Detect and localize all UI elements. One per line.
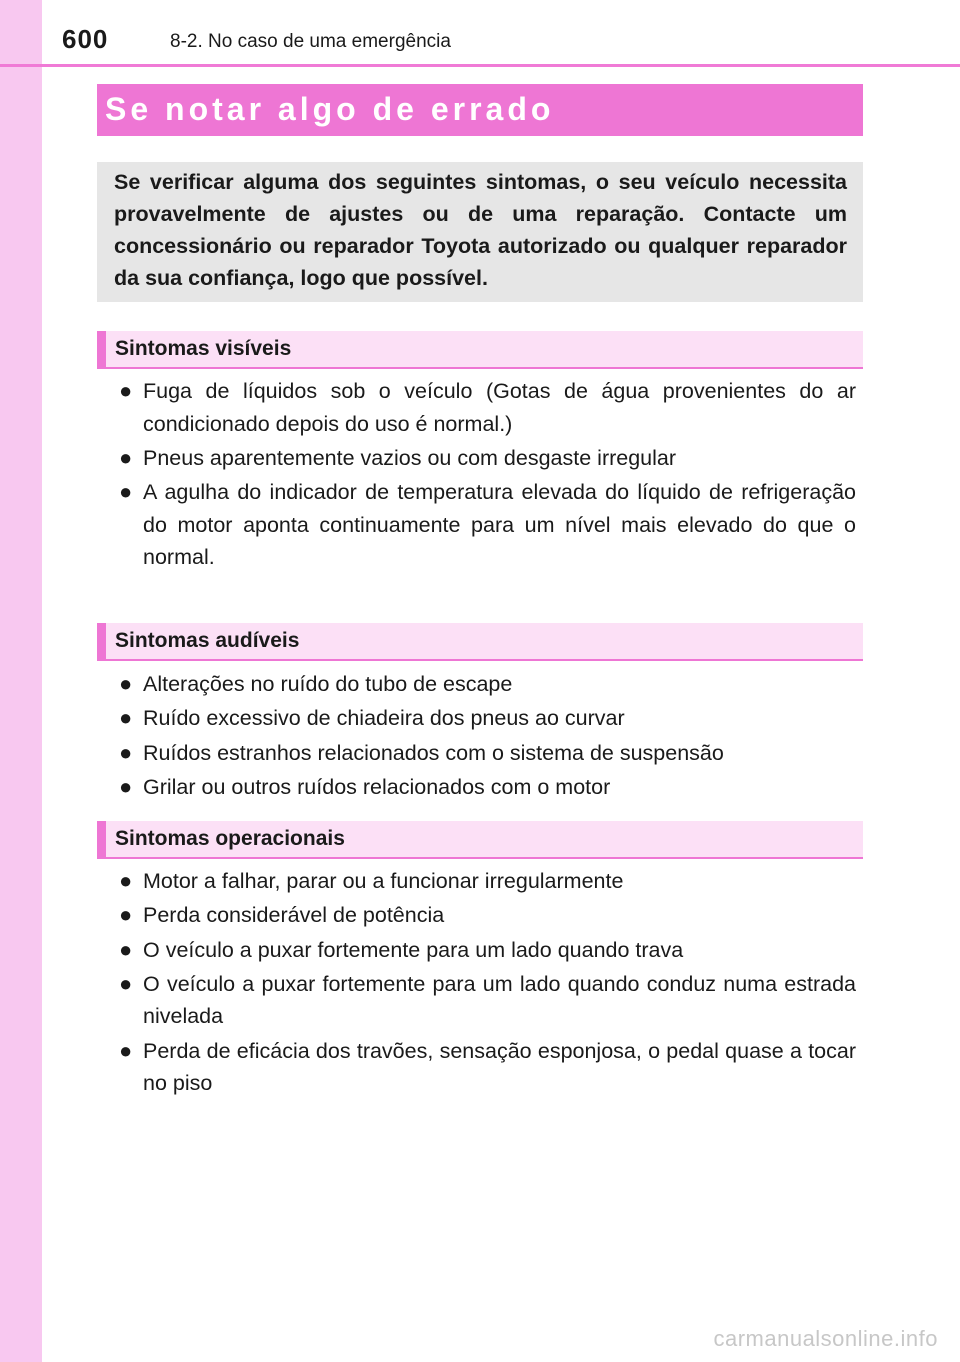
left-margin-strip <box>0 0 42 1362</box>
subheader-label: Sintomas operacionais <box>115 827 345 850</box>
subheader-label: Sintomas visíveis <box>115 337 292 360</box>
bullet-icon: ● <box>119 773 133 799</box>
list-item: ● Motor a falhar, parar ou a funcionar irregularmente <box>123 865 856 898</box>
subheader-label: Sintomas audíveis <box>115 629 300 652</box>
bullet-icon: ● <box>119 705 133 731</box>
bullet-icon: ● <box>119 479 133 505</box>
operational-symptoms-list <box>119 865 856 1101</box>
audible-symptoms-list <box>119 668 856 805</box>
list-item: ● Alterações no ruído do tubo de escape <box>123 668 856 701</box>
list-item: ● O veículo a puxar fortemente para um lado quando conduz numa estrada nivelada <box>123 968 856 1033</box>
subheader-audible-symptoms <box>97 623 863 661</box>
header-divider <box>0 64 960 67</box>
section-label: 8-2. No caso de uma emergência <box>170 31 451 52</box>
bullet-icon: ● <box>119 936 133 962</box>
list-item: ● Grilar ou outros ruídos relacionados com o motor <box>123 771 856 804</box>
bullet-icon: ● <box>119 671 133 696</box>
bullet-icon: ● <box>119 902 133 928</box>
bullet-icon: ● <box>119 444 133 470</box>
subheader-visible-symptoms <box>97 331 863 369</box>
page-number: 600 <box>62 24 109 54</box>
visible-symptoms-list <box>119 375 856 575</box>
list-item: ● Pneus aparentemente vazios ou com desgaste irregular <box>123 442 856 475</box>
subheader-operational-symptoms <box>97 821 863 859</box>
list-item: ● Fuga de líquidos sob o veículo (Gotas de água provenientes do ar condicionado depois do uso é normal.) <box>123 375 856 440</box>
page-title-bar <box>97 84 863 136</box>
bullet-icon: ● <box>119 1037 133 1063</box>
list-item: ● Perda considerável de potência <box>123 899 856 932</box>
bullet-icon: ● <box>119 868 133 893</box>
list-item: ● Perda de eficácia dos travões, sensação esponjosa, o pedal quase a tocar no piso <box>123 1035 856 1100</box>
page-title: Se notar algo de errado <box>105 91 555 127</box>
bullet-icon: ● <box>119 378 133 403</box>
footer-watermark: carmanualsonline.info <box>713 1326 938 1351</box>
intro-text: Se verificar alguma dos seguintes sintomas, o seu veículo necessita provavelmente de ajustes ou de uma reparação. Contacte um concessionário ou reparador Toyota autorizado ou qualquer reparador da sua confiança, logo que possível. <box>114 170 847 290</box>
intro-box <box>97 162 863 302</box>
list-item: ● O veículo a puxar fortemente para um lado quando trava <box>123 934 856 967</box>
bullet-icon: ● <box>119 739 133 765</box>
bullet-icon: ● <box>119 970 133 996</box>
list-item: ● Ruído excessivo de chiadeira dos pneus ao curvar <box>123 702 856 735</box>
list-item: ● Ruídos estranhos relacionados com o sistema de suspensão <box>123 737 856 770</box>
list-item: ● A agulha do indicador de temperatura elevada do líquido de refrigeração do motor aponta continuamente para um nível mais elevado do que o normal. <box>123 476 856 574</box>
